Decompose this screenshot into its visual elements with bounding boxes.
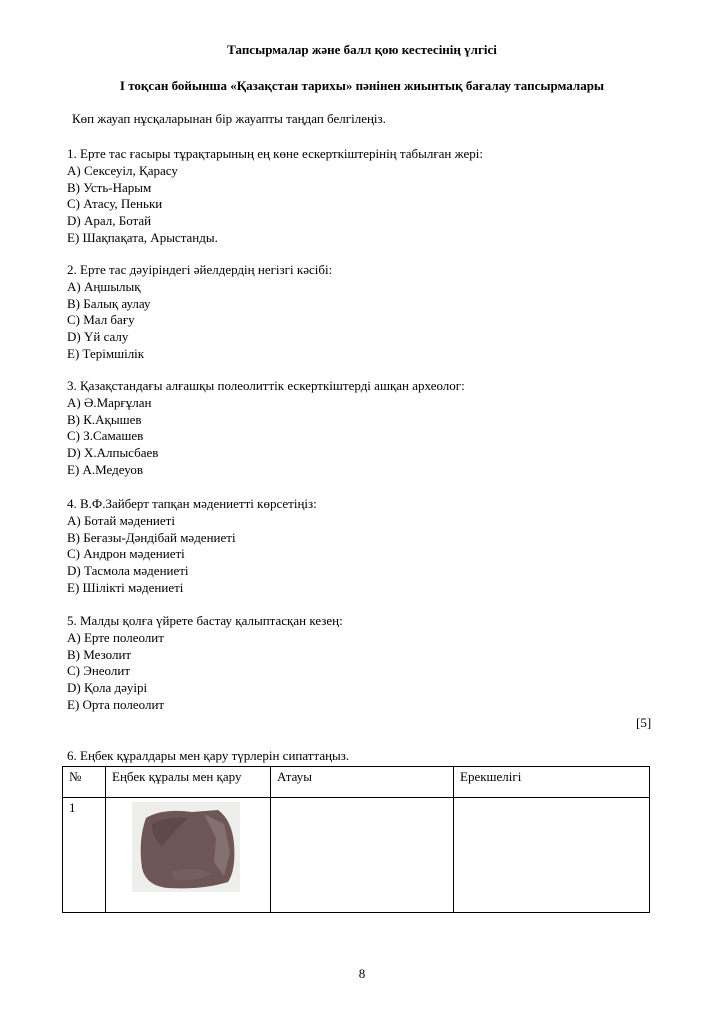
answer-option: C) Андрон мәдениеті: [67, 546, 185, 562]
answer-option: E) Терімшілік: [67, 345, 145, 361]
column-header-tool: Еңбек құралы мен қару: [106, 767, 271, 798]
answer-option: B) Усть-Нарым: [67, 179, 152, 195]
page-title: Тапсырмалар және балл қою кестесінің үлгісі: [227, 42, 497, 57]
answer-option: C) Атасу, Пеньки: [67, 196, 163, 212]
instruction: Көп жауап нұсқаларынан бір жауапты таңдап белгілеңіз.: [72, 111, 386, 126]
answer-option: C) Энеолит: [67, 663, 131, 679]
question-text: 4. В.Ф.Зайберт тапқан мәдениетті көрсетіңіз:: [67, 496, 317, 511]
tools-table: [62, 766, 650, 913]
answer-option: C) Мал бағу: [67, 312, 135, 328]
question-text: 2. Ерте тас дәуіріндегі әйелдердің негізгі кәсібі:: [67, 262, 333, 277]
table-row: [63, 798, 650, 913]
tool-feature-cell: [454, 798, 650, 913]
question-text: 5. Малды қолға үйрете бастау қалыптасқан кезең:: [67, 613, 343, 628]
column-header-name: Атауы: [271, 767, 454, 798]
answer-option: D) Үй салу: [67, 329, 129, 345]
answer-option: D) Қола дәуірі: [67, 680, 148, 696]
answer-option: E) Орта полеолит: [67, 696, 165, 712]
answer-option: E) Шақпақата, Арыстанды.: [67, 229, 218, 245]
answer-option: D) Тасмола мәдениеті: [67, 563, 189, 579]
answer-option: B) К.Ақышев: [67, 411, 142, 427]
answer-option: A) Аңшылық: [67, 278, 141, 294]
row-number: 1: [63, 798, 106, 913]
stone-tool-image: [132, 802, 240, 892]
question-4: [67, 496, 317, 597]
question-1: [67, 146, 483, 247]
tool-image-cell: [106, 798, 271, 913]
answer-option: A) Ерте полеолит: [67, 629, 164, 645]
answer-option: A) Ә.Марғұлан: [67, 394, 152, 410]
page-number: 8: [358, 966, 366, 981]
table-header-row: [63, 767, 650, 798]
answer-option: A) Сексеуіл, Қарасу: [67, 162, 178, 178]
tool-name-cell: [271, 798, 454, 913]
column-header-feature: Ерекшелігі: [454, 767, 650, 798]
answer-option: B) Мезолит: [67, 646, 132, 662]
answer-option: A) Ботай мәдениеті: [67, 512, 175, 528]
score-marker: [5]: [636, 715, 652, 730]
task-6-text: 6. Еңбек құралдары мен қару түрлерін сипаттаңыз.: [67, 748, 350, 763]
answer-option: D) Х.Алпысбаев: [67, 445, 159, 461]
answer-option: B) Беғазы-Дәндібай мәдениеті: [67, 529, 236, 545]
question-5: [67, 613, 343, 714]
question-3: [67, 378, 465, 479]
column-header-number: №: [63, 767, 106, 798]
answer-option: C) З.Самашев: [67, 428, 144, 444]
answer-option: D) Арал, Ботай: [67, 213, 152, 229]
answer-option: B) Балық аулау: [67, 295, 151, 311]
question-2: [67, 262, 332, 363]
question-text: 1. Ерте тас ғасыры тұрақтарының ең көне ескерткіштерінің табылған жері:: [67, 146, 483, 161]
answer-option: E) А.Медеуов: [67, 461, 144, 477]
page-subtitle: І тоқсан бойынша «Қазақстан тарихы» пәнінен жиынтық бағалау тапсырмалары: [119, 78, 605, 93]
answer-option: E) Шілікті мәдениеті: [67, 579, 184, 595]
question-text: 3. Қазақстандағы алғашқы полеолиттік ескерткіштерді ашқан археолог:: [67, 378, 465, 393]
